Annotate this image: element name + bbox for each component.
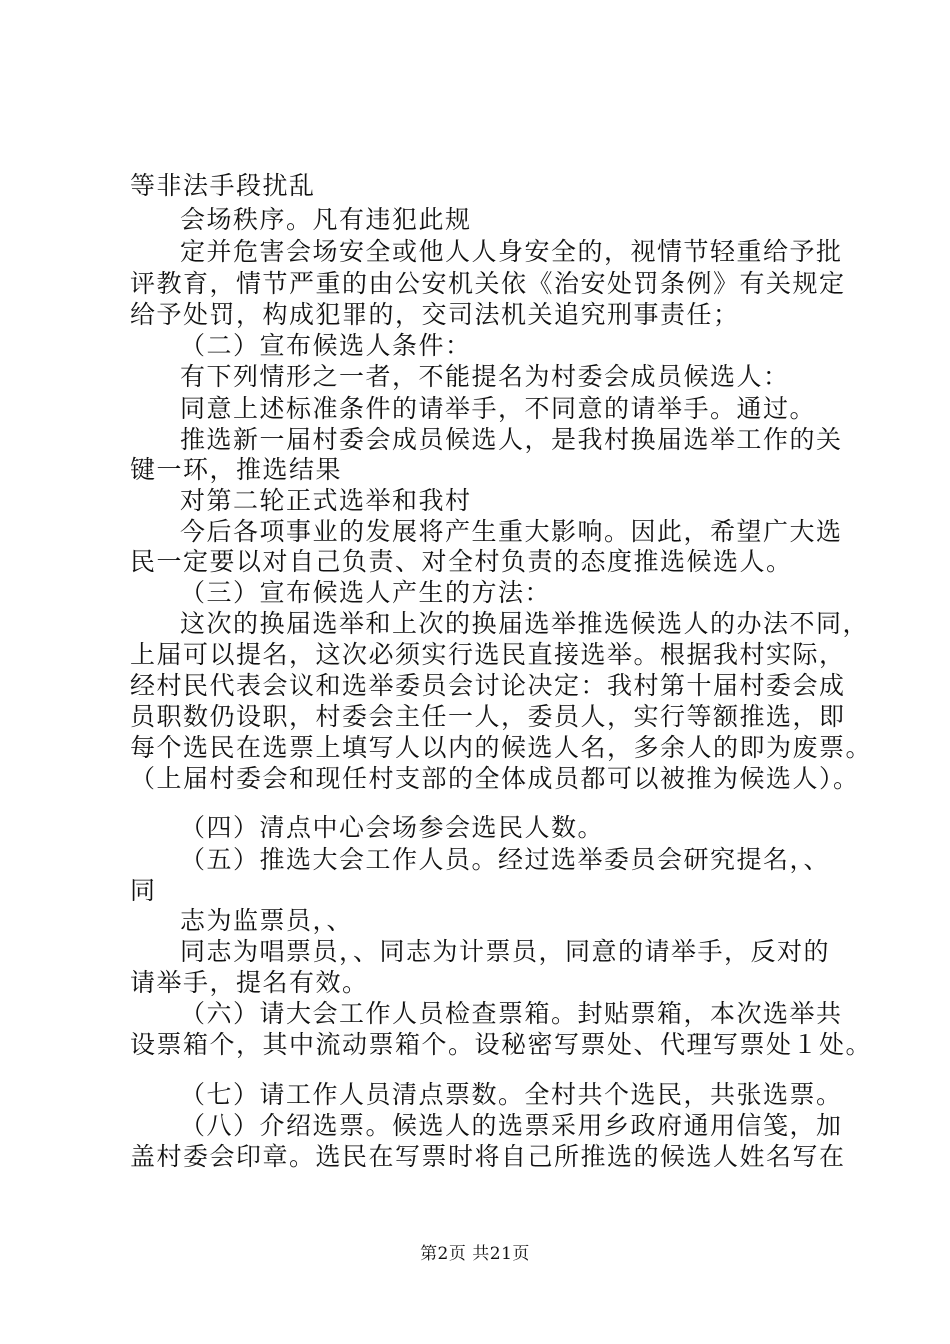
section-heading: （五）推选大会工作人员。经过选举委员会研究提名，、 [180,845,831,874]
text-line: 设票箱个，其中流动票箱个。设秘密写票处、代理写票处１处。 [130,1030,873,1059]
section-heading: （四）清点中心会场参会选民人数。 [180,813,605,842]
text-line: 今后各项事业的发展将产生重大影响。因此，希望广大选 [180,517,843,546]
text-line: 同意上述标准条件的请举手，不同意的请举手。通过。 [180,394,817,423]
text-line: 评教育，情节严重的由公安机关依《治安处罚条例》有关规定 [130,269,846,298]
section-heading: （七）请工作人员清点票数。全村共个选民，共张选票。 [180,1080,843,1109]
text-line: 上届可以提名，这次必须实行选民直接选举。根据我村实际， [130,640,846,669]
text-line: 同 [130,876,157,905]
text-line: 民一定要以对自己负责、对全村负责的态度推选候选人。 [130,547,793,576]
text-line: 会场秩序。凡有违犯此规 [180,205,472,234]
section-heading: （八）介绍选票。候选人的选票采用乡政府通用信笺，加 [180,1111,843,1140]
section-heading: （二）宣布候选人条件： [180,331,472,360]
text-line: （上届村委会和现任村支部的全体成员都可以被推为候选人）。 [130,764,860,793]
text-line: 定并危害会场安全或他人人身安全的，视情节轻重给予批 [180,237,843,266]
text-line: 给予处罚，构成犯罪的，交司法机关追究刑事责任； [130,300,740,329]
text-line: 这次的换届选举和上次的换届选举推选候选人的办法不同， [180,609,870,638]
text-line: 键一环，推选结果 [130,455,343,484]
text-line: 同志为唱票员，、同志为计票员，同意的请举手，反对的 [180,937,831,966]
section-heading: （三）宣布候选人产生的方法： [180,578,552,607]
text-line: 有下列情形之一者，不能提名为村委会成员候选人： [180,362,790,391]
text-line: 员职数仍设职，村委会主任一人，委员人，实行等额推选，即 [130,702,846,731]
text-line: 经村民代表会议和选举委员会讨论决定：我村第十届村委会成 [130,671,846,700]
text-line: 志为监票员，、 [180,906,354,935]
text-line: 推选新一届村委会成员候选人，是我村换届选举工作的关 [180,425,843,454]
text-line: 每个选民在选票上填写人以内的候选人名，多余人的即为废票。 [130,733,873,762]
text-line: 对第二轮正式选举和我村 [180,486,472,515]
page-number-footer: 第2页 共21页 [420,1244,530,1264]
section-heading: （六）请大会工作人员检查票箱。封贴票箱，本次选举共 [180,999,843,1028]
text-line: 盖村委会印章。选民在写票时将自己所推选的候选人姓名写在 [130,1142,846,1171]
text-line: 等非法手段扰乱 [130,171,316,200]
text-line: 请举手，提名有效。 [130,968,369,997]
